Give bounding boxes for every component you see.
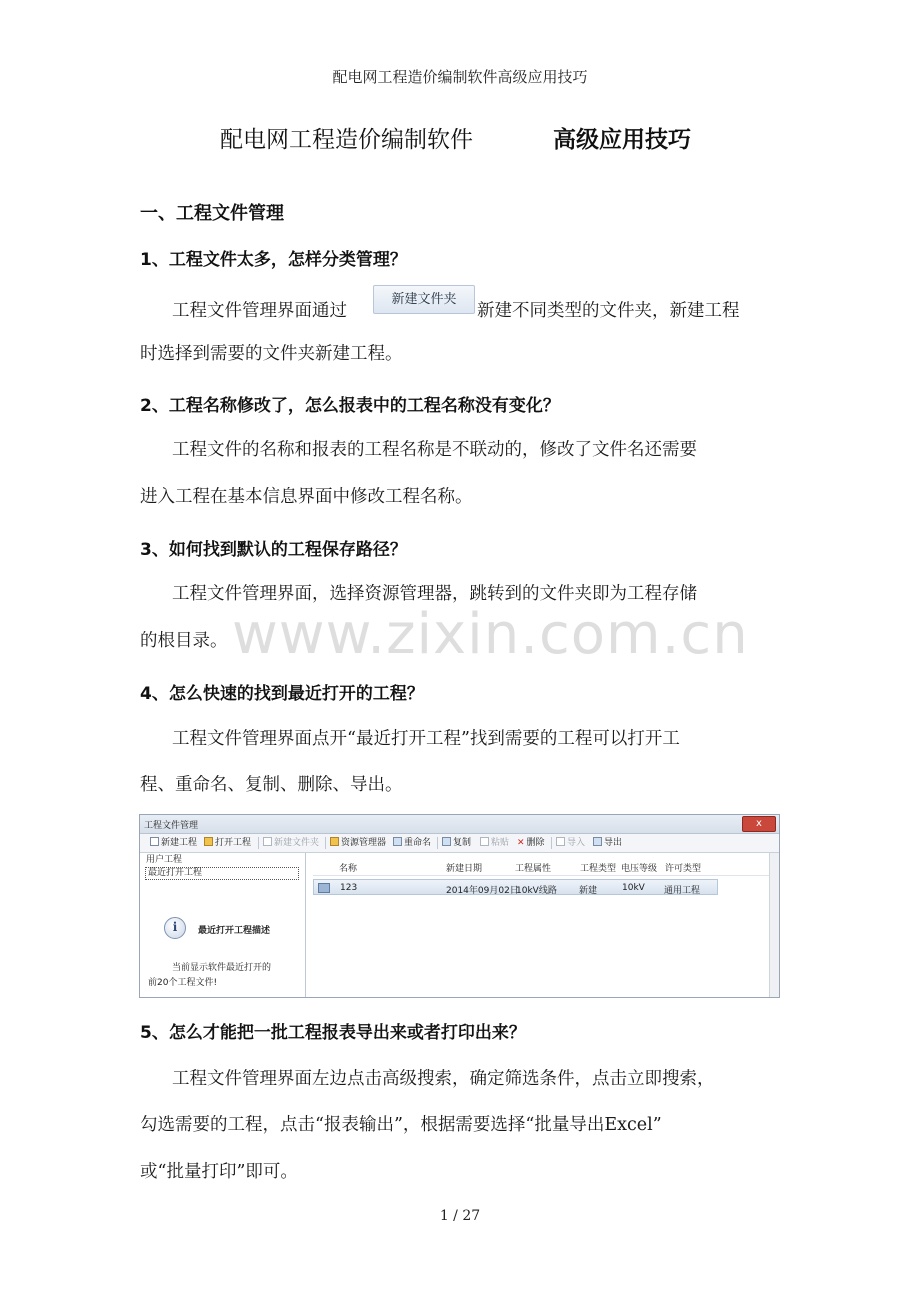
- q4-line2: 程、重命名、复制、删除、导出。: [140, 775, 403, 795]
- new-file-icon: [150, 837, 159, 846]
- paste-tool: 粘贴: [480, 837, 509, 849]
- title-sub: 高级应用技巧: [553, 127, 691, 153]
- col-attr: 工程属性: [515, 864, 552, 874]
- info-title: 最近打开工程描述: [198, 926, 271, 936]
- info-desc-line1: 当前显示软件最近打开的: [172, 963, 272, 973]
- cell-date: 2014年09月02日: [446, 886, 519, 896]
- import-tool: 导入: [556, 837, 585, 849]
- col-name: 名称: [339, 864, 358, 874]
- q2-line2: 进入工程在基本信息界面中修改工程名称。: [140, 487, 473, 507]
- q3-line1: 工程文件管理界面，选择资源管理器，跳转到的文件夹即为工程存储: [172, 584, 697, 604]
- q1-text-after: 新建不同类型的文件夹，新建工程: [477, 301, 740, 321]
- q5-line3: 或“批量打印”即可。: [140, 1162, 298, 1182]
- q1-heading: 1、工程文件太多，怎样分类管理？: [140, 250, 407, 270]
- q3-heading: 3、如何找到默认的工程保存路径？: [140, 540, 407, 560]
- q2-heading: 2、工程名称修改了，怎么报表中的工程名称没有变化？: [140, 396, 560, 416]
- grid-header: [313, 857, 771, 876]
- q1-line2: 时选择到需要的文件夹新建工程。: [140, 344, 403, 364]
- new-folder-icon: [263, 837, 272, 846]
- cell-type: 新建: [579, 886, 598, 896]
- paste-icon: [480, 837, 489, 846]
- copy-icon: [442, 837, 451, 846]
- copy-tool: 复制: [442, 837, 471, 849]
- recent-projects-item: 最近打开工程: [145, 867, 299, 880]
- q5-heading: 5、怎么才能把一批工程报表导出来或者打印出来？: [140, 1023, 526, 1043]
- col-date: 新建日期: [446, 864, 483, 874]
- cell-license: 通用工程: [664, 886, 701, 896]
- q4-heading: 4、怎么快速的找到最近打开的工程？: [140, 684, 424, 704]
- folder-open-icon: [204, 837, 213, 846]
- export-tool: 导出: [593, 837, 622, 849]
- q4-line1: 工程文件管理界面点开“最近打开工程”找到需要的工程可以打开工: [172, 729, 680, 749]
- export-icon: [593, 837, 602, 846]
- col-license: 许可类型: [665, 864, 702, 874]
- rename-tool: 重命名: [393, 837, 431, 849]
- q1-text-before: 工程文件管理界面通过: [172, 301, 347, 321]
- import-icon: [556, 837, 565, 846]
- new-folder-tool: 新建文件夹: [263, 837, 319, 849]
- window-title: 工程文件管理: [144, 821, 199, 831]
- col-type: 工程类型: [580, 864, 617, 874]
- close-button: x: [742, 816, 776, 832]
- cell-attr: 10kV线路: [516, 886, 557, 896]
- col-voltage: 电压等级: [621, 864, 658, 874]
- open-project-tool: 打开工程: [204, 837, 251, 849]
- project-grid: [313, 857, 771, 998]
- running-header: 配电网工程造价编制软件高级应用技巧: [332, 68, 588, 86]
- new-folder-button-image: 新建文件夹: [373, 285, 475, 314]
- toolbar: [140, 834, 779, 853]
- q5-line1: 工程文件管理界面左边点击高级搜索，确定筛选条件，点击立即搜索，: [172, 1069, 715, 1089]
- grid-scrollbar: [769, 853, 779, 998]
- cell-name: 123: [340, 883, 358, 893]
- q3-line2: 的根目录。: [140, 631, 228, 651]
- q2-line1: 工程文件的名称和报表的工程名称是不联动的，修改了文件名还需要: [172, 440, 697, 460]
- delete-tool: ✕ 删除: [517, 838, 545, 848]
- watermark: www.zixin.com.cn: [232, 602, 749, 667]
- window-titlebar: [140, 815, 779, 834]
- cell-voltage: 10kV: [622, 883, 645, 893]
- explorer-tool: 资源管理器: [330, 837, 386, 849]
- file-manager-screenshot: [139, 814, 780, 998]
- explorer-icon: [330, 837, 339, 846]
- page-number: 1 / 27: [439, 1208, 481, 1224]
- q5-line2: 勾选需要的工程，点击“报表输出”，根据需要选择“批量导出Excel”: [140, 1115, 662, 1135]
- project-file-icon: [318, 883, 330, 893]
- info-desc-line2: 前20个工程文件!: [148, 978, 218, 988]
- section-heading: 一、工程文件管理: [140, 203, 284, 224]
- rename-icon: [393, 837, 402, 846]
- delete-icon: ✕: [517, 838, 525, 848]
- user-projects-item: 用户工程: [146, 855, 183, 865]
- info-icon: i: [164, 917, 186, 939]
- left-pane: [140, 853, 306, 998]
- table-row: [313, 879, 718, 895]
- new-project-tool: 新建工程: [150, 837, 197, 849]
- title-main: 配电网工程造价编制软件: [220, 127, 473, 153]
